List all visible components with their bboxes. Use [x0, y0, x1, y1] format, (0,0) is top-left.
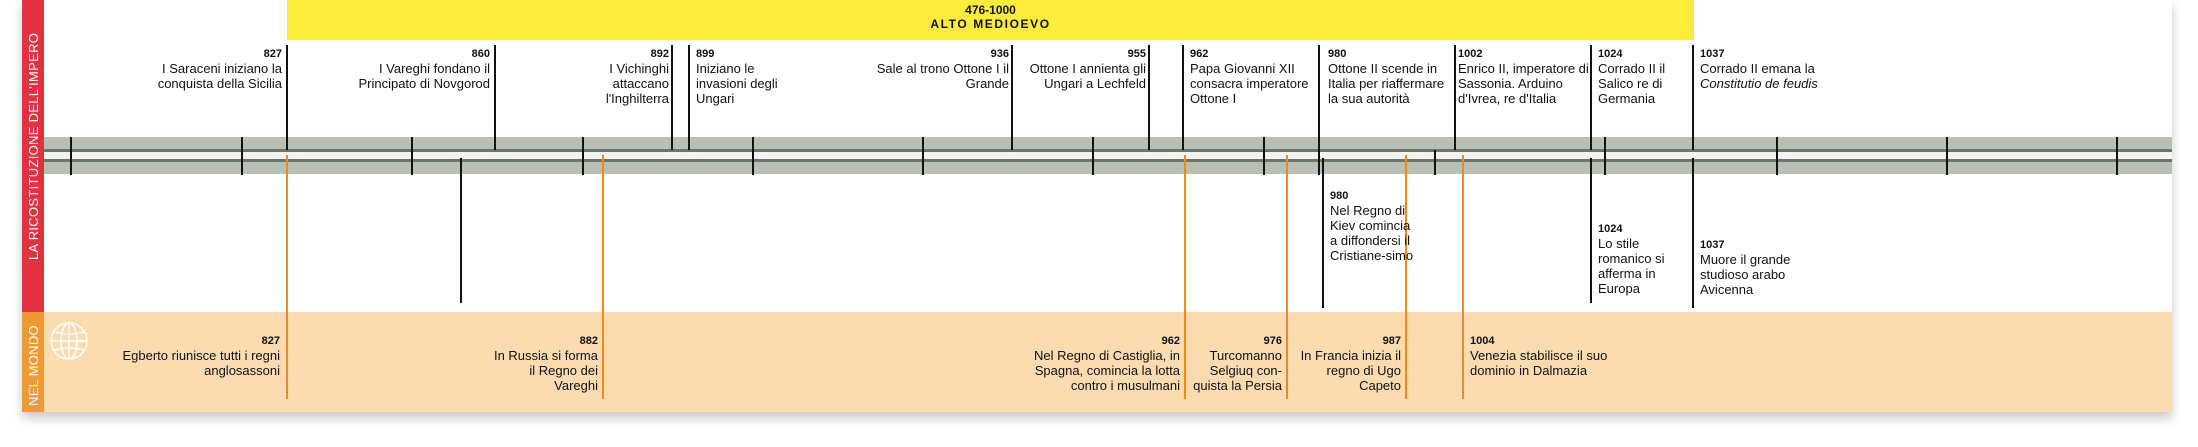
track-center	[44, 152, 2172, 159]
event-year: 1037	[1700, 239, 1725, 251]
event-892-vichinghi	[566, 47, 669, 106]
event-line	[688, 45, 690, 150]
world-event-882-russia	[486, 334, 598, 393]
event-1037-avicenna	[1700, 238, 1820, 297]
track-tick	[411, 137, 413, 175]
world-event-962-castiglia	[1000, 334, 1180, 393]
era-range: 476-1000	[965, 3, 1016, 17]
track-tick	[752, 137, 754, 175]
event-936-ottone	[867, 47, 1009, 91]
event-line	[494, 45, 496, 150]
event-line	[286, 45, 288, 150]
event-text-plain: Corrado II emana la	[1700, 61, 1815, 76]
event-line	[1590, 45, 1592, 150]
event-text: Muore il grande studioso arabo Avicenna	[1700, 252, 1791, 297]
event-line	[1148, 45, 1150, 150]
event-text: Nel Regno di Kiev comincia a diffondersi il Cristiane-simo	[1330, 203, 1414, 263]
event-year: 1024	[1598, 223, 1623, 235]
event-line	[1590, 158, 1592, 303]
event-text: Nel Regno di Castiglia, in Spagna, comincia la lotta contro i musulmani	[1034, 348, 1180, 393]
event-line	[1011, 45, 1013, 150]
event-year: 1037	[1700, 48, 1725, 60]
track-tick	[1434, 150, 1436, 175]
world-event-976-selgiuq	[1188, 334, 1282, 393]
track-tick	[582, 137, 584, 175]
track-tick	[70, 137, 72, 175]
event-line	[1692, 158, 1694, 308]
event-text: Egberto riunisce tutti i regni anglosassoni	[122, 348, 280, 378]
event-text	[1700, 61, 1820, 91]
track-band	[44, 137, 2172, 149]
event-line	[1322, 158, 1324, 308]
world-event-line	[286, 155, 288, 399]
event-955-lechfeld	[1024, 47, 1146, 91]
event-year: 827	[261, 335, 280, 347]
event-line	[1692, 45, 1694, 150]
event-year: 976	[1263, 335, 1282, 347]
event-year: 827	[263, 48, 282, 60]
side-label-empire: LA RICOSTITUZIONE DELL'IMPERO	[26, 32, 41, 260]
event-text: Venezia stabilisce il suo dominio in Dalmazia	[1470, 348, 1608, 378]
event-1002-enrico	[1458, 47, 1590, 106]
event-year: 987	[1382, 335, 1401, 347]
event-962-giovanni	[1190, 47, 1325, 106]
event-1024-corrado	[1598, 47, 1690, 106]
track-band-lower	[44, 162, 2172, 174]
event-text: Ottone II scende in Italia per riaffermare la sua autorità	[1328, 61, 1445, 106]
world-event-1004-venezia	[1470, 334, 1610, 378]
world-event-line	[602, 155, 604, 399]
event-year: 962	[1161, 335, 1180, 347]
event-text: Ottone I annienta gli Ungari a Lechfeld	[1029, 61, 1146, 91]
track-tick	[1604, 137, 1606, 175]
era-title: ALTO MEDIOEVO	[930, 17, 1051, 31]
track-tick	[1263, 137, 1265, 175]
event-860-novgorod	[330, 47, 490, 91]
event-text: Corrado II il Salico re di Germania	[1598, 61, 1666, 106]
track-tick	[2116, 137, 2118, 175]
event-text: Enrico II, imperatore di Sassonia. Arduino d'Ivrea, re d'Italia	[1458, 61, 1589, 106]
event-year: 1024	[1598, 48, 1623, 60]
world-event-line	[1184, 155, 1186, 399]
event-year: 860	[471, 48, 490, 60]
event-text: I Saraceni iniziano la conquista della Sicilia	[157, 61, 282, 91]
era-header	[287, 0, 1694, 40]
event-1024-romanico	[1598, 222, 1688, 296]
track-tick	[1946, 137, 1948, 175]
event-line	[671, 45, 673, 150]
event-text: Iniziano le invasioni degli Ungari	[696, 61, 778, 106]
event-1037-feudis	[1700, 47, 1820, 91]
event-year: 980	[1330, 190, 1349, 202]
track-tick	[1092, 137, 1094, 175]
event-year: 936	[990, 48, 1009, 60]
event-year: 955	[1127, 48, 1146, 60]
event-line	[460, 158, 462, 303]
event-text: In Russia si forma il Regno dei Vareghi	[493, 348, 598, 393]
event-text: I Vichinghi attaccano l'Inghilterra	[605, 61, 669, 106]
event-text: Turcomanno Selgiuq con-quista la Persia	[1193, 348, 1282, 393]
event-year: 892	[650, 48, 669, 60]
event-year: 899	[696, 48, 715, 60]
event-year: 882	[579, 335, 598, 347]
globe-icon	[48, 320, 90, 362]
track-tick	[1776, 137, 1778, 175]
world-event-827-egberto	[120, 334, 280, 378]
event-text: Sale al trono Ottone I il Grande	[876, 61, 1009, 91]
event-line	[1454, 45, 1456, 150]
event-text: Lo stile romanico si afferma in Europa	[1598, 236, 1665, 296]
track-tick	[241, 137, 243, 175]
event-text: In Francia inizia il regno di Ugo Capeto	[1300, 348, 1401, 393]
track-tick	[922, 137, 924, 175]
event-text: Papa Giovanni XII consacra imperatore Ottone I	[1190, 61, 1309, 106]
event-year: 980	[1328, 48, 1347, 60]
event-899-ungari	[696, 47, 784, 106]
event-980-kiev	[1330, 189, 1415, 263]
event-year: 1004	[1470, 335, 1495, 347]
world-event-987-capeto	[1294, 334, 1401, 393]
world-event-line	[1286, 155, 1288, 399]
side-label-world: NEL MONDO	[26, 325, 41, 406]
event-text: I Vareghi fondano il Principato di Novgorod	[358, 61, 490, 91]
event-year: 962	[1190, 48, 1209, 60]
event-line	[1182, 45, 1184, 150]
event-text-italic: Constitutio de feudis	[1700, 76, 1818, 91]
world-event-line	[1462, 155, 1464, 399]
event-980-ottone-ii	[1328, 47, 1453, 106]
event-827-saraceni	[122, 47, 282, 91]
event-year: 1002	[1458, 48, 1483, 60]
